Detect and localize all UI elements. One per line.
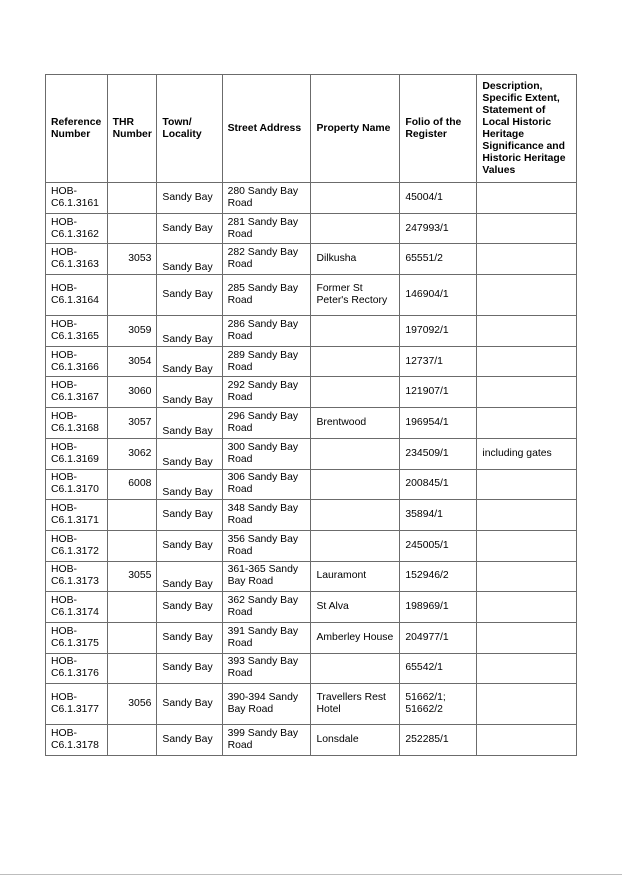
cell-folio: 35894/1	[400, 500, 477, 531]
cell-property-name: Travellers Rest Hotel	[311, 684, 400, 725]
cell-town: Sandy Bay	[157, 377, 222, 408]
cell-property-name: St Alva	[311, 592, 400, 623]
cell-property-name	[311, 316, 400, 347]
cell-town: Sandy Bay	[157, 622, 222, 653]
table-row	[46, 561, 577, 592]
table-row	[46, 244, 577, 275]
page-divider	[0, 874, 622, 875]
cell-reference-number: HOB-C6.1.3167	[46, 377, 108, 408]
cell-town: Sandy Bay	[157, 316, 222, 347]
cell-thr-number: 3062	[107, 438, 157, 469]
cell-reference-number: HOB-C6.1.3163	[46, 244, 108, 275]
cell-property-name: Brentwood	[311, 408, 400, 439]
cell-reference-number: HOB-C6.1.3166	[46, 346, 108, 377]
cell-folio: 245005/1	[400, 530, 477, 561]
cell-thr-number	[107, 592, 157, 623]
cell-reference-number: HOB-C6.1.3169	[46, 438, 108, 469]
cell-street-address: 361-365 Sandy Bay Road	[222, 561, 311, 592]
cell-town: Sandy Bay	[157, 213, 222, 244]
header-property-name: Property Name	[311, 75, 400, 183]
cell-street-address: 292 Sandy Bay Road	[222, 377, 311, 408]
cell-property-name	[311, 469, 400, 500]
cell-folio: 234509/1	[400, 438, 477, 469]
cell-thr-number: 6008	[107, 469, 157, 500]
cell-description	[477, 561, 577, 592]
cell-folio: 198969/1	[400, 592, 477, 623]
cell-description	[477, 469, 577, 500]
cell-property-name: Lauramont	[311, 561, 400, 592]
cell-thr-number: 3053	[107, 244, 157, 275]
header-folio: Folio of the Register	[400, 75, 477, 183]
cell-thr-number	[107, 530, 157, 561]
cell-street-address: 391 Sandy Bay Road	[222, 622, 311, 653]
cell-property-name	[311, 213, 400, 244]
cell-street-address: 280 Sandy Bay Road	[222, 183, 311, 214]
table-row	[46, 500, 577, 531]
cell-folio: 146904/1	[400, 275, 477, 316]
cell-thr-number	[107, 213, 157, 244]
table-row	[46, 183, 577, 214]
cell-town: Sandy Bay	[157, 530, 222, 561]
cell-description	[477, 244, 577, 275]
cell-thr-number	[107, 183, 157, 214]
cell-town: Sandy Bay	[157, 725, 222, 756]
table-row	[46, 684, 577, 725]
cell-street-address: 390-394 Sandy Bay Road	[222, 684, 311, 725]
table-header-row	[46, 75, 577, 183]
cell-thr-number	[107, 653, 157, 684]
cell-street-address: 393 Sandy Bay Road	[222, 653, 311, 684]
cell-thr-number: 3056	[107, 684, 157, 725]
cell-description	[477, 183, 577, 214]
cell-street-address: 348 Sandy Bay Road	[222, 500, 311, 531]
table-row	[46, 725, 577, 756]
cell-description	[477, 653, 577, 684]
cell-thr-number: 3054	[107, 346, 157, 377]
cell-town: Sandy Bay	[157, 500, 222, 531]
cell-thr-number: 3060	[107, 377, 157, 408]
cell-description	[477, 592, 577, 623]
table-row	[46, 469, 577, 500]
cell-street-address: 296 Sandy Bay Road	[222, 408, 311, 439]
cell-folio: 196954/1	[400, 408, 477, 439]
cell-town: Sandy Bay	[157, 653, 222, 684]
cell-thr-number	[107, 275, 157, 316]
header-street-address: Street Address	[222, 75, 311, 183]
cell-thr-number	[107, 622, 157, 653]
cell-description	[477, 408, 577, 439]
cell-reference-number: HOB-C6.1.3173	[46, 561, 108, 592]
cell-street-address: 362 Sandy Bay Road	[222, 592, 311, 623]
cell-description	[477, 377, 577, 408]
cell-street-address: 281 Sandy Bay Road	[222, 213, 311, 244]
cell-reference-number: HOB-C6.1.3164	[46, 275, 108, 316]
cell-thr-number: 3057	[107, 408, 157, 439]
cell-town: Sandy Bay	[157, 408, 222, 439]
cell-property-name	[311, 500, 400, 531]
table-row	[46, 530, 577, 561]
cell-reference-number: HOB-C6.1.3177	[46, 684, 108, 725]
table-row	[46, 275, 577, 316]
cell-property-name	[311, 346, 400, 377]
cell-description	[477, 316, 577, 347]
cell-thr-number: 3055	[107, 561, 157, 592]
cell-street-address: 289 Sandy Bay Road	[222, 346, 311, 377]
cell-property-name: Former St Peter's Rectory	[311, 275, 400, 316]
header-reference-number: Reference Number	[46, 75, 108, 183]
cell-description	[477, 500, 577, 531]
table-row	[46, 653, 577, 684]
cell-property-name	[311, 530, 400, 561]
cell-property-name	[311, 438, 400, 469]
cell-folio: 204977/1	[400, 622, 477, 653]
cell-street-address: 300 Sandy Bay Road	[222, 438, 311, 469]
cell-town: Sandy Bay	[157, 438, 222, 469]
cell-reference-number: HOB-C6.1.3176	[46, 653, 108, 684]
cell-property-name	[311, 183, 400, 214]
cell-folio: 65542/1	[400, 653, 477, 684]
cell-property-name	[311, 377, 400, 408]
cell-reference-number: HOB-C6.1.3165	[46, 316, 108, 347]
table-row	[46, 592, 577, 623]
cell-reference-number: HOB-C6.1.3171	[46, 500, 108, 531]
table-row	[46, 377, 577, 408]
cell-street-address: 356 Sandy Bay Road	[222, 530, 311, 561]
cell-property-name	[311, 653, 400, 684]
header-town-locality: Town/ Locality	[157, 75, 222, 183]
table-row	[46, 408, 577, 439]
cell-reference-number: HOB-C6.1.3168	[46, 408, 108, 439]
cell-description	[477, 530, 577, 561]
cell-town: Sandy Bay	[157, 183, 222, 214]
cell-property-name: Amberley House	[311, 622, 400, 653]
cell-reference-number: HOB-C6.1.3175	[46, 622, 108, 653]
table-row	[46, 622, 577, 653]
cell-reference-number: HOB-C6.1.3170	[46, 469, 108, 500]
cell-town: Sandy Bay	[157, 561, 222, 592]
cell-description	[477, 213, 577, 244]
table-row	[46, 316, 577, 347]
cell-folio: 197092/1	[400, 316, 477, 347]
cell-description	[477, 725, 577, 756]
cell-description	[477, 684, 577, 725]
cell-thr-number: 3059	[107, 316, 157, 347]
cell-folio: 247993/1	[400, 213, 477, 244]
heritage-register-table	[45, 74, 577, 756]
table-row	[46, 213, 577, 244]
cell-folio: 45004/1	[400, 183, 477, 214]
cell-reference-number: HOB-C6.1.3174	[46, 592, 108, 623]
cell-street-address: 285 Sandy Bay Road	[222, 275, 311, 316]
cell-thr-number	[107, 725, 157, 756]
cell-street-address: 286 Sandy Bay Road	[222, 316, 311, 347]
cell-folio: 200845/1	[400, 469, 477, 500]
cell-folio: 12737/1	[400, 346, 477, 377]
cell-town: Sandy Bay	[157, 244, 222, 275]
cell-property-name: Dilkusha	[311, 244, 400, 275]
cell-street-address: 282 Sandy Bay Road	[222, 244, 311, 275]
cell-reference-number: HOB-C6.1.3162	[46, 213, 108, 244]
cell-folio: 51662/1; 51662/2	[400, 684, 477, 725]
cell-thr-number	[107, 500, 157, 531]
cell-street-address: 306 Sandy Bay Road	[222, 469, 311, 500]
cell-folio: 252285/1	[400, 725, 477, 756]
cell-description	[477, 346, 577, 377]
cell-property-name: Lonsdale	[311, 725, 400, 756]
cell-description: including gates	[477, 438, 577, 469]
cell-folio: 121907/1	[400, 377, 477, 408]
table-row	[46, 438, 577, 469]
cell-reference-number: HOB-C6.1.3161	[46, 183, 108, 214]
cell-town: Sandy Bay	[157, 592, 222, 623]
cell-town: Sandy Bay	[157, 275, 222, 316]
cell-reference-number: HOB-C6.1.3178	[46, 725, 108, 756]
cell-town: Sandy Bay	[157, 469, 222, 500]
cell-folio: 152946/2	[400, 561, 477, 592]
cell-folio: 65551/2	[400, 244, 477, 275]
cell-reference-number: HOB-C6.1.3172	[46, 530, 108, 561]
cell-description	[477, 275, 577, 316]
cell-description	[477, 622, 577, 653]
header-thr-number: THR Number	[107, 75, 157, 183]
cell-town: Sandy Bay	[157, 684, 222, 725]
table-row	[46, 346, 577, 377]
header-description: Description, Specific Extent, Statement of Local Historic Heritage Significance and Historic Heritage Values	[477, 75, 577, 183]
cell-town: Sandy Bay	[157, 346, 222, 377]
cell-street-address: 399 Sandy Bay Road	[222, 725, 311, 756]
